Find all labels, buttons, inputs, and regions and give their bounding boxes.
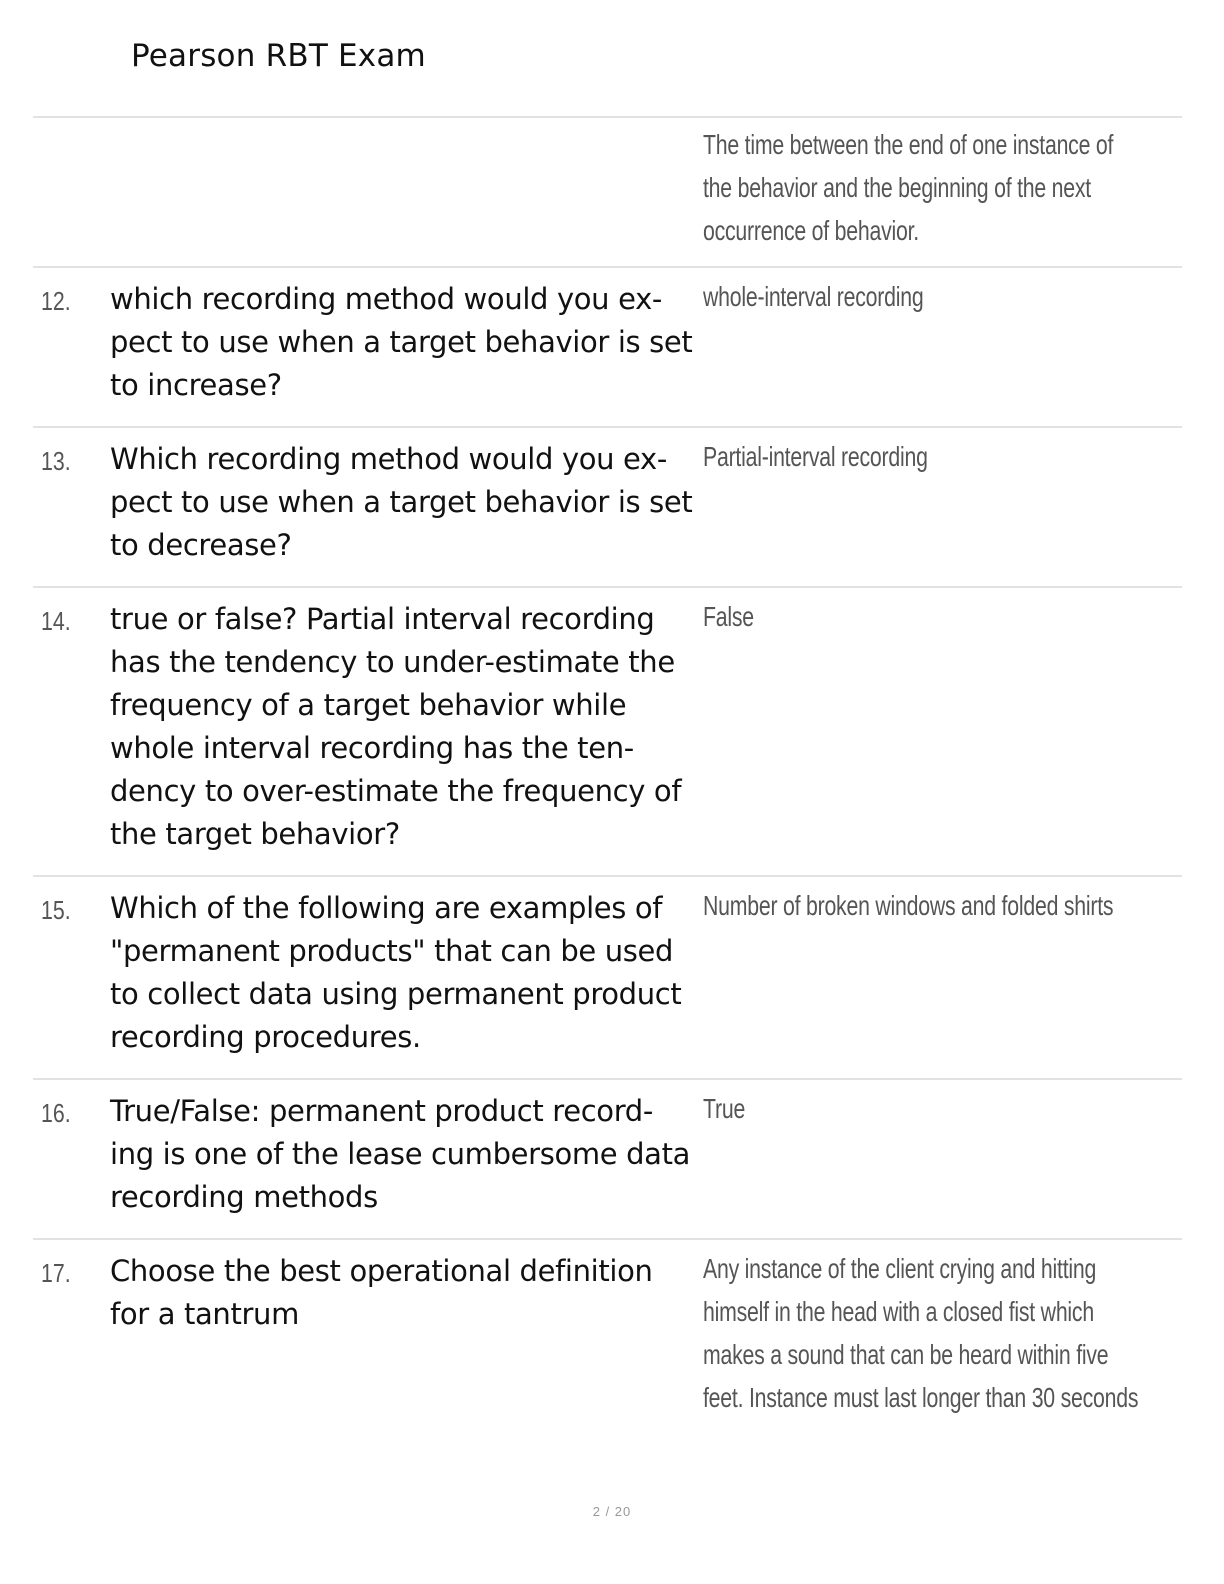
card-definition: Partial-interval recording — [703, 441, 928, 472]
card-definition: False — [703, 601, 754, 632]
card-term: true or false? Partial interval recording has the tendency to under-estimate the frequency of a target behavior while whole interval recording has the ten- dency to over-estimate the frequency of the target behavior? — [110, 602, 682, 851]
card-definition: Any instance of the client crying and hitting himself in the head with a closed fist which makes a sound that can be heard within five feet. Instance must last longer than 30 seconds — [703, 1253, 1139, 1413]
card-number: 14. — [41, 606, 71, 636]
flashcard-16 — [33, 1080, 1182, 1238]
flashcard-12 — [33, 268, 1182, 426]
card-number: 15. — [41, 895, 71, 925]
flashcard-17 — [33, 1240, 1182, 1440]
card-term: Choose the best operational definition for a tantrum — [110, 1254, 653, 1331]
card-term: Which of the following are examples of "permanent products" that can be used to collect data using permanent product recording procedures. — [110, 891, 682, 1054]
card-number: 17. — [41, 1258, 71, 1288]
flashcard-15 — [33, 877, 1182, 1078]
flashcard-continued — [33, 118, 1182, 266]
page-number: 2 / 20 — [592, 1504, 632, 1519]
flashcard-13 — [33, 428, 1182, 586]
card-number: 12. — [41, 286, 71, 316]
card-definition: The time between the end of one instance of the behavior and the beginning of the next occurrence of behavior. — [703, 129, 1114, 246]
card-term: which recording method would you ex- pect to use when a target behavior is set to increase? — [110, 282, 693, 402]
card-number: 16. — [41, 1098, 71, 1128]
flashcard-list — [33, 116, 1182, 1440]
card-definition: True — [703, 1093, 746, 1124]
card-term: Which recording method would you ex- pect to use when a target behavior is set to decrease? — [110, 442, 693, 562]
card-term: True/False: permanent product record- ing is one of the lease cumbersome data recording methods — [110, 1094, 691, 1214]
card-definition: Number of broken windows and folded shirts — [703, 890, 1114, 921]
document-title: Pearson RBT Exam — [131, 38, 426, 74]
card-definition: whole-interval recording — [703, 281, 924, 312]
flashcard-14 — [33, 588, 1182, 875]
card-number: 13. — [41, 446, 71, 476]
